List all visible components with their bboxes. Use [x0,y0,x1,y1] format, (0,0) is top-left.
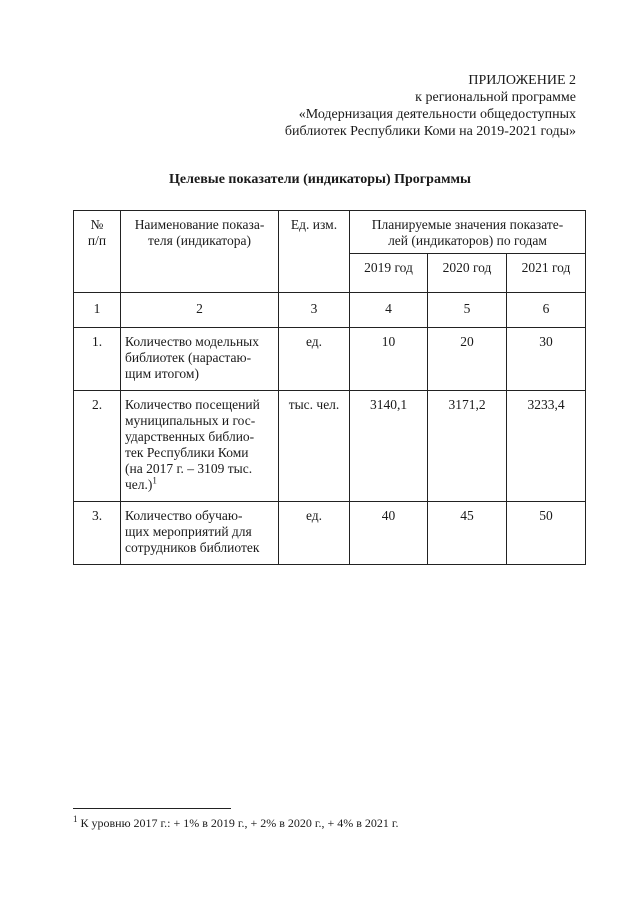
header-year: 2019 год [350,254,428,293]
column-number: 5 [428,293,507,328]
appendix-line: «Модернизация деятельности общедоступных [298,107,576,122]
column-number: 6 [507,293,586,328]
header-number-line: № [90,217,104,232]
header-name-line: Наименование показа- [134,217,265,232]
header-year: 2021 год [507,254,586,293]
footnote [73,816,398,831]
appendix-line: к региональной программе [415,90,576,105]
column-number-row [74,293,586,328]
indicator-name-line: щих мероприятий для [125,524,252,539]
value-2021: 50 [507,502,586,565]
header-name-line: теля (индикатора) [148,233,251,248]
indicator-name-line: Количество посещений [125,397,260,412]
table-row [74,502,586,565]
indicator-name-line [125,477,274,493]
row-number: 2. [74,391,121,502]
value-2020: 3171,2 [428,391,507,502]
column-number: 2 [121,293,279,328]
header-number [74,211,121,293]
indicator-name-line: ударственных библио- [125,429,255,444]
document-title: Целевые показатели (индикаторы) Программы [169,172,471,187]
indicator-name-line: щим итогом) [125,366,199,381]
indicator-unit: тыс. чел. [279,391,350,502]
value-2019: 40 [350,502,428,565]
value-2021: 3233,4 [507,391,586,502]
indicator-name-line: Количество обучаю- [125,508,243,523]
table-row [74,391,586,502]
indicator-name [121,502,279,565]
column-number: 4 [350,293,428,328]
footnote-divider [73,808,231,809]
value-2019: 10 [350,328,428,391]
footnote-mark: 1 [73,814,78,824]
indicator-name-line: сотрудников библиотек [125,540,260,555]
indicators-table [73,210,586,565]
header-planned-values [350,211,586,254]
footnote-reference[interactable]: 1 [152,475,157,486]
value-2019: 3140,1 [350,391,428,502]
value-2020: 20 [428,328,507,391]
appendix-heading [285,72,576,140]
table-header-row [74,211,586,254]
row-number: 3. [74,502,121,565]
indicator-unit: ед. [279,328,350,391]
value-2021: 30 [507,328,586,391]
header-plan-line: Планируемые значения показате- [371,217,564,232]
header-number-line: п/п [87,233,107,248]
header-plan-line: лей (индикаторов) по годам [388,233,547,248]
column-number: 3 [279,293,350,328]
indicator-name-line: (на 2017 г. – 3109 тыс. [125,461,253,476]
header-unit: Ед. изм. [279,211,350,293]
row-number: 1. [74,328,121,391]
header-indicator-name [121,211,279,293]
indicator-name [121,328,279,391]
indicator-unit: ед. [279,502,350,565]
indicator-name-line: библиотек (нарастаю- [125,350,252,365]
value-2020: 45 [428,502,507,565]
header-year: 2020 год [428,254,507,293]
table-row [74,328,586,391]
appendix-line: библиотек Республики Коми на 2019-2021 годы» [284,124,576,139]
column-number: 1 [74,293,121,328]
indicator-name-line: Количество модельных [125,334,259,349]
indicator-name-line: муниципальных и гос- [125,413,256,428]
indicator-name [121,391,279,502]
footnote-text: К уровню 2017 г.: + 1% в 2019 г., + 2% в 2020 г., + 4% в 2021 г. [77,816,399,830]
indicator-name-line: тек Республики Коми [125,445,249,460]
appendix-number: ПРИЛОЖЕНИЕ 2 [468,73,576,88]
indicator-name-text: чел.) [125,477,153,492]
